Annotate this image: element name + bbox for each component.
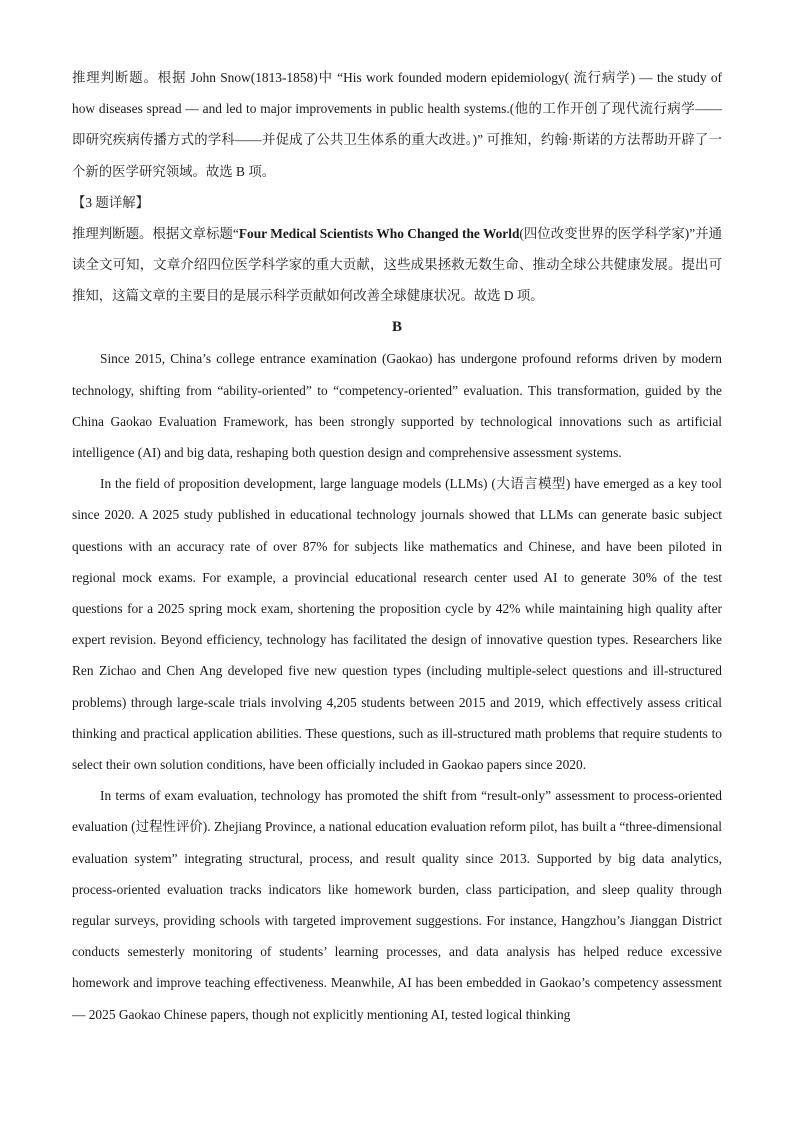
q3-rest: (四位改变世界的医学科学家)”并通读全文可知，文章介绍四位医学科学家的重大贡献，这些成果拯救无数生命、推动全球公共健康发展。提出可推知，这篇文章的主要目的是展示科学贡献如何改善全球健康状况。故选 D 项。: [72, 225, 722, 304]
q3-article-title: Four Medical Scientists Who Changed the World: [238, 225, 520, 241]
q3-heading: 【3 题详解】: [72, 194, 149, 210]
section-b-label: B: [391, 319, 402, 336]
q3-prefix: 推理判断题。根据文章标题“: [72, 225, 239, 241]
q2-explanation: 推理判断题。根据 John Snow(1813-1858)中 “His work founded modern epidemiology( 流行病学) — the study of how diseases spread — and led to major improvements in public health systems.(他的工作开创了现代流行病学——即研究疾病传播方式的学科——并促成了公共卫生体系的重大改进。)” 可推知，约翰·斯诺的方法帮助开辟了一个新的医学研究领域。故选 B 项。: [72, 70, 722, 179]
passage-paragraph-1: Since 2015, China’s college entrance examination (Gaokao) has undergone profound reforms driven by modern technology, shifting from “ability-oriented” to “competency-oriented” evaluation. This transformation, guided by the China Gaokao Evaluation Framework, has been strongly supported by technological innovations such as artificial intelligence (AI) and big data, reshaping both question design and comprehensive assessment systems.: [72, 351, 722, 461]
q3-explanation: [72, 218, 722, 312]
passage-paragraph-2: In the field of proposition development, large language models (LLMs) (大语言模型) have emerged as a key tool since 2020. A 2025 study published in educational technology journals showed that LLMs can generate basic subject questions with an accuracy rate of over 87% for subjects like mathematics and Chinese, and have been piloted in regional mock exams. For example, a provincial educational research center used AI to generate 30% of the test questions for a 2025 spring mock exam, shortening the proposition cycle by 42% while maintaining high quality after expert revision. Beyond efficiency, technology has facilitated the design of innovative question types. Researchers like Ren Zichao and Chen Ang developed five new question types (including multiple-select questions and ill-structured problems) through large-scale trials involving 4,205 students between 2015 and 2019, which effectively assess critical thinking and practical application abilities. These questions, such as ill-structured math problems that require students to select their own solution conditions, have been officially included in Gaokao papers since 2020.: [72, 476, 722, 773]
document-page: [72, 62, 722, 1030]
passage-paragraph-3: In terms of exam evaluation, technology has promoted the shift from “result-only” assessment to process-oriented evaluation (过程性评价). Zhejiang Province, a national education evaluation reform pilot, has built a “three-dimensional evaluation system” integrating structural, process, and result quality since 2013. Supported by big data analytics, process-oriented evaluation tracks indicators like homework burden, class participation, and sleep quality through regular surveys, providing schools with targeted improvement suggestions. For instance, Hangzhou’s Jianggan District conducts semesterly monitoring of students’ learning processes, and data analysis has helped reduce excessive homework and improve teaching effectiveness. Meanwhile, AI has been embedded in Gaokao’s competency assessment — 2025 Gaokao Chinese papers, though not explicitly mentioning AI, tested logical thinking: [72, 788, 722, 1022]
